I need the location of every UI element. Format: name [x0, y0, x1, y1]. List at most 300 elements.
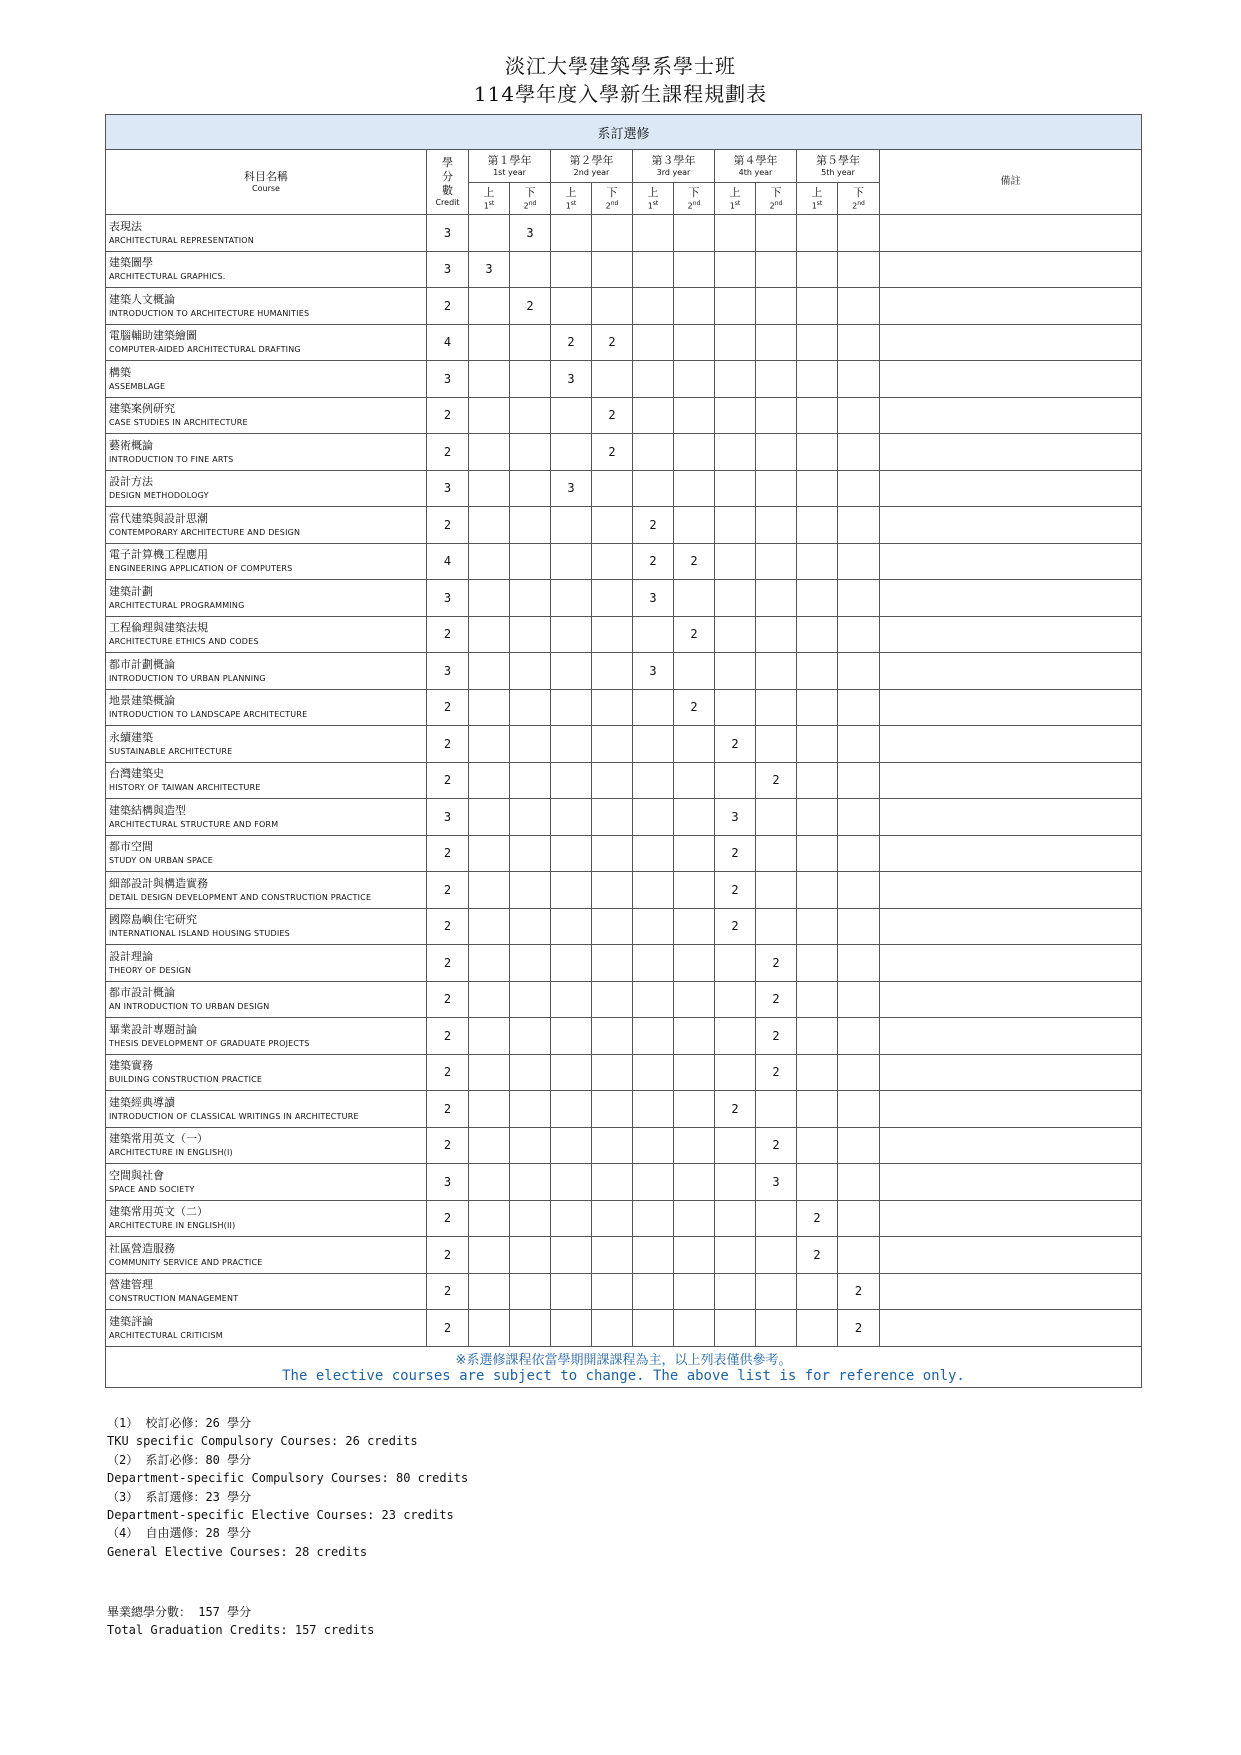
table-row: [106, 1127, 1142, 1164]
semester-credit-cell: [838, 1018, 880, 1055]
course-name-zh: 細部設計與構造實務: [109, 876, 208, 890]
semester-credit-cell: [756, 361, 797, 398]
year-5-zh: 第５學年: [816, 154, 860, 168]
table-row: [106, 397, 1142, 434]
semester-credit-cell: [797, 872, 838, 909]
semester-credit-cell: [715, 288, 756, 325]
credit-cell: 4: [427, 324, 469, 361]
course-name-cell: [106, 1127, 427, 1164]
course-name-cell: [106, 1200, 427, 1237]
course-name-cell: [106, 616, 427, 653]
semester-credit-cell: [838, 1237, 880, 1274]
year-2-en: 2nd year: [573, 167, 610, 177]
semester-credit-cell: 2: [674, 689, 715, 726]
year-4-en: 4th year: [738, 167, 773, 177]
semester-credit-cell: [592, 1273, 633, 1310]
course-name-zh: 當代建築與設計思潮: [109, 511, 208, 525]
course-name-zh: 建築評論: [109, 1314, 153, 1328]
credit-cell: 2: [427, 1237, 469, 1274]
semester-credit-cell: [551, 872, 592, 909]
semester-credit-cell: [838, 689, 880, 726]
semester-credit-cell: [592, 762, 633, 799]
semester-credit-cell: [510, 1273, 551, 1310]
semester-credit-cell: [838, 762, 880, 799]
course-name-en: ARCHITECTURAL GRAPHICS.: [109, 272, 226, 282]
sem-upper-label: 上: [729, 185, 741, 199]
table-row: [106, 1054, 1142, 1091]
table-row: [106, 361, 1142, 398]
remarks-cell: [880, 1127, 1142, 1164]
credit-cell: 2: [427, 1200, 469, 1237]
semester-credit-cell: 2: [510, 288, 551, 325]
semester-credit-cell: [838, 726, 880, 763]
semester-credit-cell: [797, 397, 838, 434]
course-name-en: INTRODUCTION TO ARCHITECTURE HUMANITIES: [109, 308, 310, 318]
semester-credit-cell: [633, 397, 674, 434]
semester-credit-cell: [551, 434, 592, 471]
semester-credit-cell: [551, 580, 592, 617]
course-name-zh: 營建管理: [109, 1278, 153, 1292]
course-name-en: CASE STUDIES IN ARCHITECTURE: [109, 418, 248, 428]
semester-credit-cell: [469, 215, 510, 252]
course-name-cell: [106, 908, 427, 945]
table-row: [106, 251, 1142, 288]
semester-credit-cell: [510, 908, 551, 945]
summary-line: （3） 系訂選修：23 學分: [107, 1489, 252, 1504]
semester-credit-cell: [510, 1237, 551, 1274]
year-4-zh: 第４學年: [733, 154, 778, 168]
semester-credit-cell: [674, 981, 715, 1018]
semester-credit-cell: [797, 434, 838, 471]
credit-cell: 2: [427, 835, 469, 872]
semester-credit-cell: [674, 908, 715, 945]
table-row: [106, 1273, 1142, 1310]
semester-credit-cell: [510, 945, 551, 982]
course-name-zh: 表現法: [109, 219, 142, 233]
semester-credit-cell: [510, 1164, 551, 1201]
semester-credit-cell: [551, 689, 592, 726]
course-name-zh: 工程倫理與建築法規: [109, 621, 208, 635]
remarks-cell: [880, 1091, 1142, 1128]
semester-credit-cell: [756, 1310, 797, 1347]
semester-credit-cell: [756, 799, 797, 836]
credit-cell: 2: [427, 1127, 469, 1164]
credit-cell: 2: [427, 726, 469, 763]
semester-credit-cell: [633, 908, 674, 945]
table-row: [106, 835, 1142, 872]
semester-credit-cell: [592, 543, 633, 580]
table-row: [106, 580, 1142, 617]
semester-credit-cell: [510, 872, 551, 909]
table-row: [106, 1164, 1142, 1201]
course-name-zh: 都市計劃概論: [109, 657, 175, 671]
semester-credit-cell: [633, 1200, 674, 1237]
semester-credit-cell: [797, 799, 838, 836]
semester-credit-cell: [469, 1310, 510, 1347]
semester-credit-cell: [674, 1054, 715, 1091]
semester-credit-cell: [469, 1237, 510, 1274]
semester-credit-cell: [510, 981, 551, 1018]
course-name-en: COMMUNITY SERVICE AND PRACTICE: [109, 1257, 263, 1267]
curriculum-table: [105, 114, 1142, 1388]
semester-credit-cell: [469, 543, 510, 580]
semester-credit-cell: [797, 1273, 838, 1310]
semester-credit-cell: [469, 288, 510, 325]
remarks-cell: [880, 1164, 1142, 1201]
semester-credit-cell: 2: [715, 872, 756, 909]
semester-credit-cell: [592, 726, 633, 763]
credit-header-zh-3: 數: [442, 183, 453, 197]
semester-credit-cell: [715, 1164, 756, 1201]
course-name-en: STUDY ON URBAN SPACE: [109, 856, 214, 866]
semester-credit-cell: [551, 653, 592, 690]
remarks-cell: [880, 1018, 1142, 1055]
credit-summary: [107, 1414, 468, 1561]
semester-credit-cell: 2: [756, 945, 797, 982]
semester-credit-cell: [551, 397, 592, 434]
semester-credit-cell: [797, 324, 838, 361]
course-name-cell: [106, 872, 427, 909]
year-5-header: [797, 150, 880, 183]
course-name-cell: [106, 762, 427, 799]
sem-lower-label: 下: [606, 185, 618, 199]
semester-credit-cell: [510, 653, 551, 690]
course-name-cell: [106, 507, 427, 544]
total-credits-zh: 畢業總學分數： 157 學分: [107, 1605, 252, 1619]
semester-credit-cell: [797, 653, 838, 690]
table-row: [106, 945, 1142, 982]
semester-credit-cell: [551, 799, 592, 836]
semester-credit-cell: [551, 1273, 592, 1310]
semester-credit-cell: [551, 616, 592, 653]
credit-header-zh-1: 學: [442, 156, 453, 170]
semester-credit-cell: [674, 288, 715, 325]
table-row: [106, 762, 1142, 799]
semester-credit-cell: [838, 397, 880, 434]
remarks-cell: [880, 288, 1142, 325]
sem-lower-label: 下: [688, 185, 700, 199]
course-name-zh: 建築實務: [109, 1059, 153, 1073]
semester-credit-cell: [592, 689, 633, 726]
remarks-cell: [880, 397, 1142, 434]
semester-credit-cell: [469, 580, 510, 617]
course-name-cell: [106, 543, 427, 580]
semester-credit-cell: [838, 1054, 880, 1091]
semester-credit-cell: [797, 726, 838, 763]
semester-credit-cell: 2: [756, 1054, 797, 1091]
semester-credit-cell: [715, 215, 756, 252]
semester-credit-cell: 2: [797, 1200, 838, 1237]
credit-cell: 3: [427, 580, 469, 617]
credit-cell: 2: [427, 1273, 469, 1310]
remarks-cell: [880, 507, 1142, 544]
semester-credit-cell: [633, 835, 674, 872]
semester-credit-cell: [838, 945, 880, 982]
semester-credit-cell: [797, 945, 838, 982]
semester-credit-cell: [551, 1200, 592, 1237]
credit-header-zh-2: 分: [442, 170, 453, 184]
course-name-zh: 設計理論: [109, 949, 153, 963]
course-name-en: THESIS DEVELOPMENT OF GRADUATE PROJECTS: [109, 1038, 310, 1048]
course-name-en: ARCHITECTURAL STRUCTURE AND FORM: [109, 819, 279, 829]
semester-credit-cell: [715, 1200, 756, 1237]
sem-header: 上 1st: [633, 183, 674, 215]
semester-credit-cell: [510, 397, 551, 434]
semester-credit-cell: [592, 799, 633, 836]
semester-credit-cell: [756, 215, 797, 252]
credit-cell: 2: [427, 872, 469, 909]
course-name-cell: [106, 580, 427, 617]
course-name-cell: [106, 981, 427, 1018]
course-name-zh: 都市空間: [109, 840, 153, 854]
summary-line: TKU specific Compulsory Courses: 26 credits: [107, 1434, 418, 1449]
semester-credit-cell: [510, 251, 551, 288]
course-name-zh: 國際島嶼住宅研究: [109, 913, 197, 927]
semester-credit-cell: [715, 1018, 756, 1055]
semester-credit-cell: 2: [551, 324, 592, 361]
credit-cell: 2: [427, 616, 469, 653]
semester-credit-cell: [838, 835, 880, 872]
semester-credit-cell: [592, 835, 633, 872]
semester-credit-cell: [469, 799, 510, 836]
sem-upper-label: 上: [483, 185, 495, 199]
course-name-zh: 建築結構與造型: [109, 803, 186, 817]
course-name-cell: [106, 215, 427, 252]
semester-credit-cell: [756, 324, 797, 361]
semester-credit-cell: [469, 726, 510, 763]
table-row: [106, 799, 1142, 836]
table-row: [106, 653, 1142, 690]
course-name-zh: 地景建築概論: [109, 694, 175, 708]
semester-credit-cell: [797, 689, 838, 726]
semester-credit-cell: [715, 470, 756, 507]
semester-credit-cell: [469, 1054, 510, 1091]
semester-credit-cell: [797, 288, 838, 325]
remarks-cell: [880, 653, 1142, 690]
semester-credit-cell: [674, 215, 715, 252]
semester-credit-cell: [797, 1018, 838, 1055]
semester-credit-cell: [756, 653, 797, 690]
course-name-cell: [106, 1237, 427, 1274]
course-name-en: ARCHITECTURE IN ENGLISH(II): [109, 1221, 236, 1231]
credit-cell: 2: [427, 908, 469, 945]
sem-header: 下 2nd: [838, 183, 880, 215]
semester-credit-cell: [715, 324, 756, 361]
course-name-cell: [106, 288, 427, 325]
course-name-zh: 電子計算機工程應用: [109, 548, 208, 562]
semester-credit-cell: [756, 251, 797, 288]
course-name-zh: 建築常用英文（一）: [109, 1132, 208, 1146]
semester-credit-cell: 2: [715, 908, 756, 945]
semester-credit-cell: [797, 616, 838, 653]
course-name-zh: 建築圖學: [109, 256, 153, 270]
semester-credit-cell: [674, 1127, 715, 1164]
semester-credit-cell: [838, 908, 880, 945]
sem-header: 下 2nd: [510, 183, 551, 215]
semester-credit-cell: 2: [797, 1237, 838, 1274]
semester-credit-cell: [592, 1310, 633, 1347]
credit-cell: 2: [427, 434, 469, 471]
semester-credit-cell: [674, 1273, 715, 1310]
course-name-cell: [106, 324, 427, 361]
course-name-zh: 都市設計概論: [109, 986, 175, 1000]
semester-credit-cell: [469, 653, 510, 690]
semester-credit-cell: [715, 1310, 756, 1347]
semester-credit-cell: [838, 470, 880, 507]
sem-lower-label: 下: [853, 185, 864, 199]
document-title: 淡江大學建築學系學士班: [505, 54, 736, 78]
semester-credit-cell: [551, 1018, 592, 1055]
table-row: [106, 507, 1142, 544]
year-2-header: [551, 150, 633, 183]
semester-credit-cell: [592, 653, 633, 690]
semester-credit-cell: [551, 981, 592, 1018]
semester-credit-cell: [715, 361, 756, 398]
remarks-cell: [880, 616, 1142, 653]
sem-header: 上 1st: [551, 183, 592, 215]
sem-header: 下 2nd: [592, 183, 633, 215]
semester-credit-cell: [756, 835, 797, 872]
semester-credit-cell: [756, 1273, 797, 1310]
semester-credit-cell: [797, 908, 838, 945]
remarks-cell: [880, 726, 1142, 763]
year-3-header: [633, 150, 715, 183]
semester-credit-cell: [633, 1018, 674, 1055]
semester-credit-cell: [551, 1091, 592, 1128]
semester-credit-cell: [797, 251, 838, 288]
semester-credit-cell: [674, 580, 715, 617]
course-name-zh: 構築: [109, 365, 131, 379]
course-name-cell: [106, 1018, 427, 1055]
remarks-cell: [880, 1310, 1142, 1347]
sem-lower-label: 下: [770, 185, 782, 199]
course-name-zh: 建築計劃: [109, 584, 153, 598]
year-5-en: 5th year: [821, 167, 855, 177]
course-name-cell: [106, 653, 427, 690]
semester-credit-cell: [469, 397, 510, 434]
semester-credit-cell: [469, 324, 510, 361]
course-name-cell: [106, 726, 427, 763]
semester-credit-cell: [469, 835, 510, 872]
semester-credit-cell: [797, 1127, 838, 1164]
semester-credit-cell: [510, 507, 551, 544]
semester-credit-cell: [756, 1237, 797, 1274]
semester-credit-cell: [797, 470, 838, 507]
semester-credit-cell: [633, 872, 674, 909]
year-1-header: [469, 150, 551, 183]
sem-lower-label: 下: [524, 185, 536, 199]
semester-credit-cell: [715, 397, 756, 434]
sem-upper-label: 上: [565, 185, 577, 199]
semester-credit-cell: [469, 1164, 510, 1201]
course-name-zh: 藝術概論: [109, 438, 153, 452]
semester-credit-cell: [510, 434, 551, 471]
credit-cell: 3: [427, 251, 469, 288]
credit-header-en: Credit: [435, 197, 460, 207]
semester-credit-cell: 3: [510, 215, 551, 252]
sem-upper-label: 上: [647, 185, 659, 199]
course-name-en: DESIGN METHODOLOGY: [109, 491, 209, 501]
course-name-en: ARCHITECTURE ETHICS AND CODES: [109, 637, 259, 647]
course-name-en: ARCHITECTURAL PROGRAMMING: [109, 600, 245, 610]
semester-credit-cell: [674, 507, 715, 544]
course-name-zh: 畢業設計專題討論: [109, 1022, 197, 1036]
semester-credit-cell: [592, 945, 633, 982]
course-name-en: ARCHITECTURE IN ENGLISH(I): [109, 1148, 233, 1158]
elective-note-zh: ※系選修課程依當學期開課課程為主，以上列表僅供參考。: [455, 1353, 792, 1368]
semester-credit-cell: [674, 799, 715, 836]
course-name-cell: [106, 1164, 427, 1201]
semester-credit-cell: [674, 726, 715, 763]
remarks-cell: [880, 1273, 1142, 1310]
semester-credit-cell: [510, 799, 551, 836]
semester-credit-cell: [674, 324, 715, 361]
semester-credit-cell: [756, 434, 797, 471]
semester-credit-cell: [510, 361, 551, 398]
semester-credit-cell: [592, 1018, 633, 1055]
credit-cell: 2: [427, 288, 469, 325]
semester-credit-cell: [756, 689, 797, 726]
semester-credit-cell: [510, 470, 551, 507]
semester-credit-cell: [633, 1164, 674, 1201]
semester-credit-cell: [551, 215, 592, 252]
semester-credit-cell: [838, 1200, 880, 1237]
semester-credit-cell: 2: [838, 1273, 880, 1310]
elective-note-en: The elective courses are subject to change. The above list is for reference only.: [282, 1368, 965, 1384]
semester-credit-cell: [797, 1091, 838, 1128]
semester-credit-cell: [551, 1054, 592, 1091]
course-name-cell: [106, 945, 427, 982]
semester-credit-cell: [633, 251, 674, 288]
semester-credit-cell: [715, 543, 756, 580]
course-name-en: INTRODUCTION OF CLASSICAL WRITINGS IN ARCHITECTURE: [109, 1111, 359, 1121]
semester-credit-cell: 2: [592, 397, 633, 434]
semester-credit-cell: [510, 689, 551, 726]
semester-credit-cell: [633, 324, 674, 361]
semester-credit-cell: [469, 1200, 510, 1237]
semester-credit-cell: [838, 981, 880, 1018]
table-row: [106, 1310, 1142, 1347]
semester-credit-cell: [715, 981, 756, 1018]
semester-credit-cell: [510, 762, 551, 799]
sem-header: 下 2nd: [674, 183, 715, 215]
semester-credit-cell: [469, 507, 510, 544]
semester-credit-cell: [469, 1127, 510, 1164]
credit-cell: 3: [427, 215, 469, 252]
course-name-en: ARCHITECTURAL CRITICISM: [109, 1330, 223, 1340]
semester-credit-cell: [633, 1091, 674, 1128]
remarks-cell: [880, 1200, 1142, 1237]
semester-credit-cell: [510, 1310, 551, 1347]
semester-credit-cell: [592, 872, 633, 909]
semester-credit-cell: [510, 1054, 551, 1091]
semester-credit-cell: [756, 872, 797, 909]
course-name-zh: 建築案例研究: [109, 402, 175, 416]
course-name-en: COMPUTER-AIDED ARCHITECTURAL DRAFTING: [109, 345, 301, 355]
course-name-en: INTRODUCTION TO LANDSCAPE ARCHITECTURE: [109, 710, 308, 720]
course-name-zh: 社區營造服務: [109, 1241, 175, 1255]
year-3-zh: 第３學年: [651, 154, 696, 168]
table-row: [106, 908, 1142, 945]
semester-credit-cell: [756, 1200, 797, 1237]
semester-credit-cell: [510, 1018, 551, 1055]
year-2-zh: 第２學年: [569, 154, 614, 168]
remarks-cell: [880, 251, 1142, 288]
course-name-cell: [106, 251, 427, 288]
semester-credit-cell: [469, 361, 510, 398]
semester-credit-cell: [756, 616, 797, 653]
semester-credit-cell: [756, 1091, 797, 1128]
